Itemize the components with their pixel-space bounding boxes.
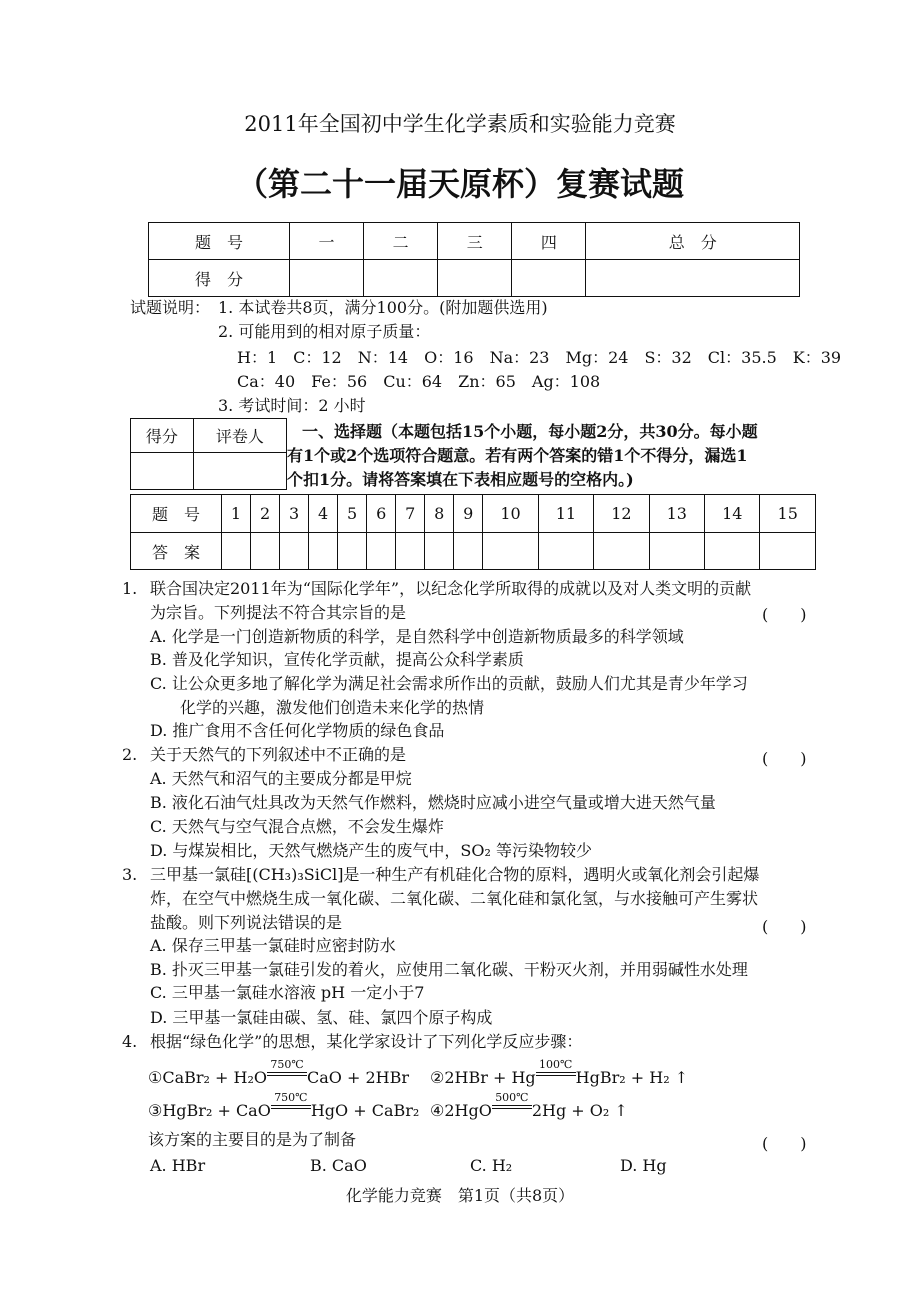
q1-option-d: D. 推广食用不含任何化学物质的绿色食品 [150, 721, 445, 740]
q1-answer-blank[interactable]: ( ) [762, 605, 807, 624]
score-cell[interactable] [364, 260, 438, 297]
atomic-masses-2: Ca：40 Fe：56 Cu：64 Zn：65 Ag：108 [237, 372, 601, 391]
score-col: 一 [290, 223, 364, 260]
exam-title: 2011年全国初中学生化学素质和实验能力竞赛 [244, 112, 676, 136]
q2-stem: 关于天然气的下列叙述中不正确的是 [150, 745, 407, 764]
page-footer: 化学能力竞赛 第1页（共8页） [345, 1186, 575, 1205]
score-col: 总 分 [586, 223, 800, 260]
score-col: 三 [438, 223, 512, 260]
answer-row-header: 答 案 [131, 533, 222, 570]
q1-stem-2: 为宗旨。下列提法不符合其宗旨的是 [150, 603, 407, 622]
q2-option-c: C. 天然气与空气混合点燃，不会发生爆炸 [150, 817, 444, 836]
q2-option-b: B. 液化石油气灶具改为天然气作燃料，燃烧时应减小进空气量或增大进天然气量 [150, 793, 716, 812]
grader-name-header: 评卷人 [193, 419, 286, 453]
grader-score-header: 得分 [131, 419, 194, 453]
score-table [148, 222, 800, 297]
answer-number: 11 [538, 495, 593, 533]
q1-option-c-cont: 化学的兴趣，激发他们创造未来化学的热情 [180, 698, 485, 717]
q3-stem: 三甲基一氯硅[(CH₃)₃SiCl]是一种生产有机硅化合物的原料，遇明火或氧化剂会引起爆 [150, 865, 760, 884]
score-row-header: 得 分 [149, 260, 290, 297]
q4-option-b: B. CaO [310, 1156, 367, 1175]
note-3: 3. 考试时间：2 小时 [218, 396, 366, 415]
answer-number: 8 [425, 495, 454, 533]
q3-stem-3: 盐酸。则下列说法错误的是 [150, 913, 343, 932]
q4-stem: 根据“绿色化学”的思想，某化学家设计了下列化学反应步骤： [150, 1032, 583, 1051]
answer-cell[interactable] [251, 533, 280, 570]
section1-instructions-2: 有1个或2个选项符合题意。若有两个答案的错1个不得分，漏选1 [287, 446, 748, 465]
answer-number: 1 [222, 495, 251, 533]
answer-cell[interactable] [367, 533, 396, 570]
exam-subtitle: （第二十一届天原杯）复赛试题 [235, 165, 684, 203]
reaction-4: ④2HgO500℃ 2Hg + O₂ ↑ [430, 1091, 628, 1120]
section1-instructions-1: 一、选择题（本题包括15个小题，每小题2分，共30分。每小题 [302, 422, 758, 441]
score-col: 二 [364, 223, 438, 260]
q4-option-a: A. HBr [150, 1156, 206, 1175]
note-1: 1. 本试卷共8页，满分100分。(附加题供选用) [218, 298, 548, 317]
answer-number: 12 [594, 495, 649, 533]
answer-table [130, 494, 816, 570]
answer-row-header: 题 号 [131, 495, 222, 533]
answer-number: 4 [309, 495, 338, 533]
score-cell[interactable] [512, 260, 586, 297]
q2-option-a: A. 天然气和沼气的主要成分都是甲烷 [150, 769, 412, 788]
answer-number: 9 [454, 495, 483, 533]
answer-cell[interactable] [594, 533, 649, 570]
answer-cell[interactable] [338, 533, 367, 570]
answer-cell[interactable] [454, 533, 483, 570]
reaction-3: ③HgBr₂ + CaO750℃ HgO + CaBr₂ [148, 1091, 420, 1120]
answer-number: 5 [338, 495, 367, 533]
section1-instructions-3: 个扣1分。请将答案填在下表相应题号的空格内。) [287, 470, 634, 489]
q3-number: 3. [122, 865, 138, 884]
q3-answer-blank[interactable]: ( ) [762, 917, 807, 936]
answer-cell[interactable] [222, 533, 251, 570]
q4-question: 该方案的主要目的是为了制备 [148, 1130, 357, 1149]
q1-number: 1. [122, 579, 138, 598]
q4-answer-blank[interactable]: ( ) [762, 1134, 807, 1153]
answer-cell[interactable] [649, 533, 704, 570]
q3-option-b: B. 扑灭三甲基一氯硅引发的着火，应使用二氧化碳、干粉灭火剂，并用弱碱性水处理 [150, 960, 748, 979]
answer-number: 3 [280, 495, 309, 533]
answer-number: 7 [396, 495, 425, 533]
q3-option-a: A. 保存三甲基一氯硅时应密封防水 [150, 936, 396, 955]
notes-label: 试题说明： [130, 298, 211, 317]
q2-option-d: D. 与煤炭相比，天然气燃烧产生的废气中，SO₂ 等污染物较少 [150, 841, 593, 860]
answer-number: 14 [705, 495, 760, 533]
atomic-masses-1: H：1 C：12 N：14 O：16 Na：23 Mg：24 S：32 Cl：35.5 K：39 [237, 348, 842, 367]
score-cell[interactable] [438, 260, 512, 297]
answer-cell[interactable] [280, 533, 309, 570]
q3-stem-2: 炸，在空气中燃烧生成一氧化碳、二氧化碳、二氧化硅和氯化氢，与水接触可产生雾状 [150, 889, 759, 908]
answer-number: 13 [649, 495, 704, 533]
q3-option-d: D. 三甲基一氯硅由碳、氢、硅、氯四个原子构成 [150, 1008, 493, 1027]
answer-number: 15 [760, 495, 816, 533]
answer-cell[interactable] [538, 533, 593, 570]
q2-number: 2. [122, 745, 138, 764]
answer-number: 6 [367, 495, 396, 533]
answer-cell[interactable] [705, 533, 760, 570]
answer-cell[interactable] [425, 533, 454, 570]
grader-score-cell[interactable] [131, 453, 194, 490]
answer-cell[interactable] [760, 533, 816, 570]
grader-table [130, 418, 287, 490]
answer-cell[interactable] [483, 533, 538, 570]
score-cell[interactable] [290, 260, 364, 297]
q4-option-d: D. Hg [620, 1156, 667, 1175]
answer-cell[interactable] [396, 533, 425, 570]
q4-option-c: C. H₂ [470, 1156, 513, 1175]
q1-stem: 联合国决定2011年为“国际化学年”，以纪念化学所取得的成就以及对人类文明的贡献 [150, 579, 752, 598]
answer-cell[interactable] [309, 533, 338, 570]
answer-number: 10 [483, 495, 538, 533]
q2-answer-blank[interactable]: ( ) [762, 749, 807, 768]
score-row-header: 题 号 [149, 223, 290, 260]
q1-option-c: C. 让公众更多地了解化学为满足社会需求所作出的贡献，鼓励人们尤其是青少年学习 [150, 674, 748, 693]
score-cell[interactable] [586, 260, 800, 297]
q3-option-c: C. 三甲基一氯硅水溶液 pH 一定小于7 [150, 983, 425, 1002]
reaction-2: ②2HBr + Hg100℃ HgBr₂ + H₂ ↑ [430, 1058, 689, 1087]
grader-name-cell[interactable] [193, 453, 286, 490]
q4-number: 4. [122, 1032, 138, 1051]
reaction-1: ①CaBr₂ + H₂O750℃ CaO + 2HBr [148, 1058, 410, 1087]
q1-option-b: B. 普及化学知识，宣传化学贡献，提高公众科学素质 [150, 650, 524, 669]
q1-option-a: A. 化学是一门创造新物质的科学，是自然科学中创造新物质最多的科学领域 [150, 627, 684, 646]
answer-number: 2 [251, 495, 280, 533]
note-2: 2. 可能用到的相对原子质量： [218, 322, 431, 341]
score-col: 四 [512, 223, 586, 260]
